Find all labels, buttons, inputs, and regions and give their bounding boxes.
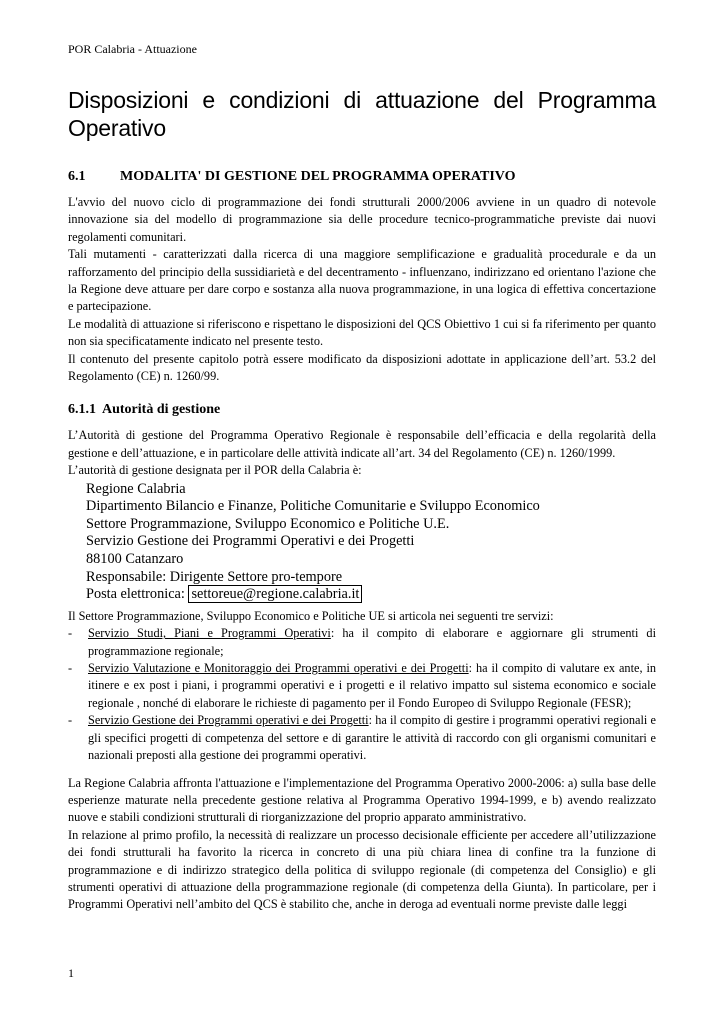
list-item	[68, 712, 656, 764]
document-title: Disposizioni e condizioni di attuazione del Programma Operativo	[68, 87, 656, 141]
subsection-title: Autorità di gestione	[102, 402, 221, 418]
paragraph: Tali mutamenti - caratterizzati dalla ricerca di una maggiore semplificazione e gradualità procedurale e da un rafforzamento del principio della sussidiarietà e del decentramento - influenzano, indirizzano ed orientano l'azione che la Regione deve attuare per dare corpo e sostanza alla nuova programmazione, in una logica di effettiva concertazione e partecipazione.	[68, 247, 656, 314]
subsection-intro	[68, 427, 656, 479]
address-block	[86, 481, 656, 604]
service-description: : ha il compito di elaborare e aggiornare gli strumenti di programmazione regionale;	[88, 626, 656, 658]
email-link[interactable]: settoreue@regione.calabria.it	[188, 585, 362, 603]
paragraph: L’autorità di gestione designata per il POR della Calabria è:	[68, 463, 362, 478]
service-name: Servizio Gestione dei Programmi operativi e dei Progetti	[88, 713, 369, 728]
document-body	[68, 86, 656, 914]
section-intro	[68, 194, 656, 385]
list-item	[68, 625, 656, 660]
page-header: POR Calabria - Attuazione	[68, 42, 197, 56]
subsection-heading	[68, 401, 656, 419]
list-dash: -	[68, 713, 73, 728]
list-dash: -	[68, 661, 73, 676]
service-description: : ha il compito di valutare ex ante, in itinere e ex post i piani, i programmi operativi e i progetti e il relativo impatto sul sistema economico e sociale regionale , nonché di elaborare le richieste di pagamento per il Fondo Europeo di Sviluppo Regionale (FESR);	[88, 661, 657, 710]
service-name: Servizio Studi, Piani e Programmi Operativi	[88, 626, 331, 641]
address-line: Settore Programmazione, Sviluppo Economico e Politiche U.E.	[86, 515, 450, 532]
email-line	[86, 586, 656, 604]
service-description: : ha il compito di gestire i programmi operativi regionali e gli specifici progetti di competenza del settore e di garantire le attività di raccordo con gli organismi comunitari e nazionali preposti alla gestione dei programmi operativi.	[88, 713, 656, 763]
paragraph: Il contenuto del presente capitolo potrà essere modificato da disposizioni adottate in applicazione dell’art. 53.2 del Regolamento (CE) n. 1260/99.	[68, 351, 656, 384]
paragraph: L’Autorità di gestione del Programma Operativo Regionale è responsabile dell’efficacia e della regolarità della gestione e dell’attuazione, e in particolare delle attività indicate all’art. 34 del Regolamento (CE) n. 1260/1999.	[68, 428, 656, 460]
address-line: Responsabile: Dirigente Settore pro-tempore	[86, 568, 343, 585]
address-line: Regione Calabria	[86, 480, 186, 497]
paragraph: La Regione Calabria affronta l'attuazione e l'implementazione del Programma Operativo 2000-2006: a) sulla base delle esperienze maturate nella precedente gestione relativa al Programma Operativo 1994-1999, e b) avendo realizzato nuove e stabili condizioni strutturali di riorganizzazione del proprio apparato amministrativo.	[68, 775, 656, 825]
paragraph: Le modalità di attuazione si riferiscono e rispettano le disposizioni del QCS Obiettivo 1 cui si fa riferimento per quanto non sia specificatamente indicato nel presente testo.	[68, 316, 656, 349]
paragraph: L'avvio del nuovo ciclo di programmazione dei fondi strutturali 2000/2006 avviene in un quadro di notevole innovazione sia del modello di programmazione sia delle procedure tecnico-programmatiche previste dai nuovi regolamenti comunitari.	[68, 195, 656, 244]
service-name: Servizio Valutazione e Monitoraggio dei Programmi operativi e dei Progetti	[88, 661, 469, 676]
section-number: 6.1	[68, 169, 86, 184]
email-label: Posta elettronica:	[86, 586, 189, 603]
closing-text	[68, 775, 656, 914]
list-dash: -	[68, 626, 73, 641]
section-heading	[68, 168, 656, 186]
address-line: Servizio Gestione dei Programmi Operativi e dei Progetti	[86, 533, 415, 550]
list-item	[68, 660, 656, 712]
address-line: Dipartimento Bilancio e Finanze, Politiche Comunitarie e Sviluppo Economico	[86, 498, 540, 515]
subsection-number: 6.1.1	[68, 402, 96, 418]
services-intro: Il Settore Programmazione, Sviluppo Economico e Politiche UE si articola nei seguenti tre servizi:	[68, 608, 554, 623]
address-line: 88100 Catanzaro	[86, 551, 184, 568]
page-number: 1	[68, 966, 74, 980]
paragraph: In relazione al primo profilo, la necessità di realizzare un processo decisionale efficiente per accedere all’utilizzazione dei fondi strutturali ha favorito la ricerca in concreto di una più chiara linea di confine tra la funzione di programmazione e di indirizzo strategico della politica di sviluppo regionale (di competenza del Consiglio) e gli strumenti operativi di attuazione della programmazione regionale (di competenza della Giunta). In particolare, per i Programmi Operativi nell’ambito del QCS è stabilito che, anche in deroga ad eventuali norme previste dalle leggi	[68, 827, 656, 912]
services-list	[68, 625, 656, 764]
section-title: MODALITA' DI GESTIONE DEL PROGRAMMA OPERATIVO	[120, 169, 516, 184]
